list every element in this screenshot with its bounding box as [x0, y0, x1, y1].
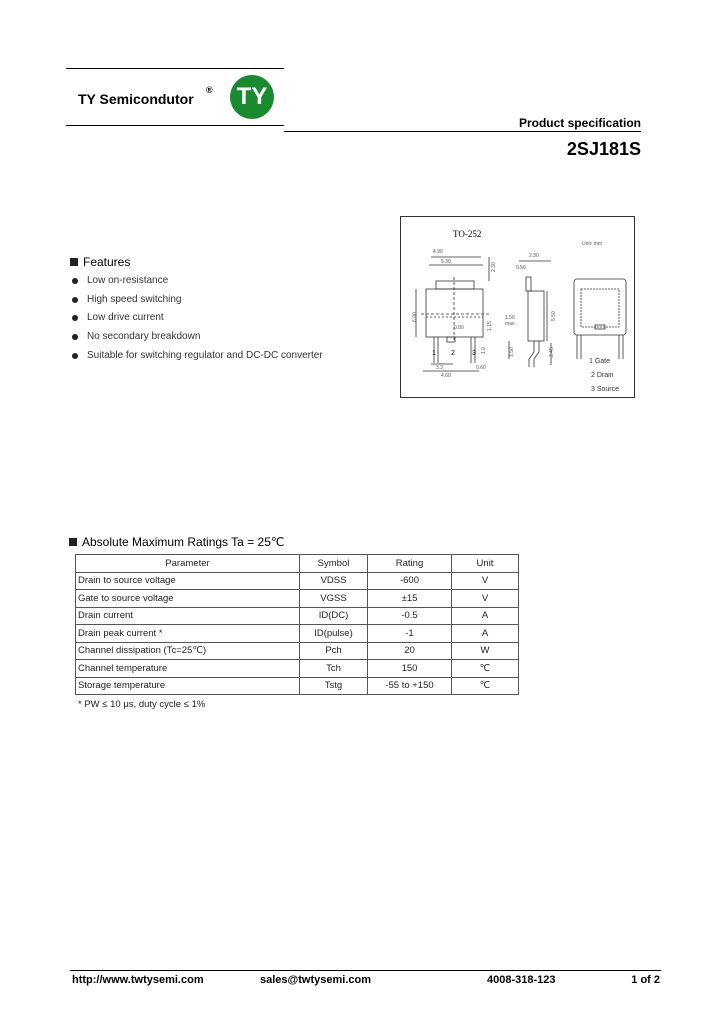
parameter-cell: Channel dissipation (Tc=25℃) [76, 642, 300, 660]
column-header: Unit [452, 555, 519, 573]
side-view [509, 261, 551, 367]
pin-legend: 3 Source [591, 386, 620, 393]
square-bullet-icon [70, 258, 78, 266]
rating-cell: -600 [368, 572, 452, 590]
website-link[interactable]: http://www.twtysemi.com [72, 974, 204, 986]
pin-label: 2 [451, 350, 455, 357]
unit-label: Unit: mm [582, 241, 602, 247]
table-row [76, 625, 519, 643]
back-view [574, 279, 626, 359]
header-top-rule [66, 68, 284, 69]
bullet-icon [72, 297, 78, 303]
rating-cell: -1 [368, 625, 452, 643]
pin-label: 3 [472, 350, 476, 357]
square-bullet-icon [69, 538, 77, 546]
table-row [76, 642, 519, 660]
header-short-rule [66, 125, 284, 126]
company-logo: TY [230, 75, 274, 119]
bullet-icon [72, 334, 78, 340]
ratings-title [69, 535, 284, 549]
symbol-cell: VDSS [300, 572, 368, 590]
symbol-cell: Tstg [300, 677, 368, 695]
footer-rule [70, 970, 661, 971]
dim-label: max [505, 321, 515, 327]
dim-label: 6.00 [412, 312, 418, 322]
bullet-icon [72, 278, 78, 284]
pin-legend: 2 Drain [591, 372, 614, 379]
feature-text: High speed switching [87, 294, 182, 305]
dim-label: 0.60 [476, 365, 486, 371]
symbol-cell: Tch [300, 660, 368, 678]
symbol-cell: Pch [300, 642, 368, 660]
rating-cell: -55 to +150 [368, 677, 452, 695]
ratings-table-body [76, 572, 519, 695]
feature-item [72, 275, 168, 286]
registered-mark: ® [206, 85, 213, 95]
dim-label: 0.80 [454, 325, 464, 331]
feature-item [72, 350, 323, 361]
ratings-table [75, 554, 519, 695]
feature-text: Suitable for switching regulator and DC-DC converter [87, 350, 323, 361]
company-name: TY Semicondutor [78, 91, 194, 107]
table-header-row [76, 555, 519, 573]
feature-item [72, 312, 164, 323]
dim-label: 5.30 [441, 259, 451, 265]
feature-item [72, 294, 182, 305]
dim-label: 0.50 [516, 265, 526, 271]
features-title-text: Features [83, 255, 131, 269]
dim-label: 1.15 [487, 321, 493, 331]
column-header: Symbol [300, 555, 368, 573]
feature-text: Low drive current [87, 312, 164, 323]
bullet-icon [72, 315, 78, 321]
package-title: TO-252 [453, 229, 482, 239]
parameter-cell: Channel temperature [76, 660, 300, 678]
dim-label: 5.50 [551, 311, 557, 321]
unit-cell: V [452, 590, 519, 608]
parameter-cell: Drain current [76, 607, 300, 625]
column-header: Parameter [76, 555, 300, 573]
dim-label: 4.90 [433, 249, 443, 255]
parameter-cell: Drain to source voltage [76, 572, 300, 590]
rating-cell: 150 [368, 660, 452, 678]
table-row [76, 572, 519, 590]
unit-cell: W [452, 642, 519, 660]
column-header: Rating [368, 555, 452, 573]
ratings-title-text: Absolute Maximum Ratings Ta = 25℃ [82, 535, 285, 549]
header-long-rule [284, 131, 641, 132]
unit-cell: ℃ [452, 677, 519, 695]
parameter-cell: Storage temperature [76, 677, 300, 695]
package-outline-svg [401, 217, 634, 397]
unit-cell: V [452, 572, 519, 590]
rating-cell: -0.5 [368, 607, 452, 625]
dim-label: 2.45 [549, 347, 555, 357]
unit-cell: A [452, 607, 519, 625]
table-row [76, 607, 519, 625]
bullet-icon [72, 353, 78, 359]
phone-number: 4008-318-123 [487, 974, 556, 986]
document-type: Product specification [518, 116, 641, 130]
dim-label: 1.0 [481, 347, 487, 354]
dim-label: 2.30 [529, 253, 539, 259]
unit-cell: ℃ [452, 660, 519, 678]
unit-cell: A [452, 625, 519, 643]
pin-label: 1 [432, 350, 436, 357]
page-number: 1 of 2 [631, 974, 660, 986]
dim-label: 2.30 [491, 262, 497, 272]
dim-label: 1.50 [509, 347, 515, 357]
feature-text: Low on-resistance [87, 275, 169, 286]
rating-cell: ±15 [368, 590, 452, 608]
parameter-cell: Gate to source voltage [76, 590, 300, 608]
feature-text: No secondary breakdown [87, 331, 201, 342]
email-link[interactable]: sales@twtysemi.com [260, 974, 371, 986]
symbol-cell: ID(DC) [300, 607, 368, 625]
features-title [70, 255, 130, 269]
package-drawing [400, 216, 635, 398]
table-row [76, 590, 519, 608]
rating-cell: 20 [368, 642, 452, 660]
dim-label: 4.60 [441, 373, 451, 379]
table-row [76, 677, 519, 695]
table-row [76, 660, 519, 678]
dim-label: 1.50 [505, 315, 515, 321]
feature-item [72, 331, 200, 342]
pin-legend: 1 Gate [589, 358, 611, 365]
symbol-cell: ID(pulse) [300, 625, 368, 643]
part-number: 2SJ181S [566, 139, 641, 159]
symbol-cell: VGSS [300, 590, 368, 608]
parameter-cell: Drain peak current * [76, 625, 300, 643]
footnote: * PW ≤ 10 μs, duty cycle ≤ 1% [78, 699, 206, 710]
dim-label: 3.3 [436, 365, 443, 371]
